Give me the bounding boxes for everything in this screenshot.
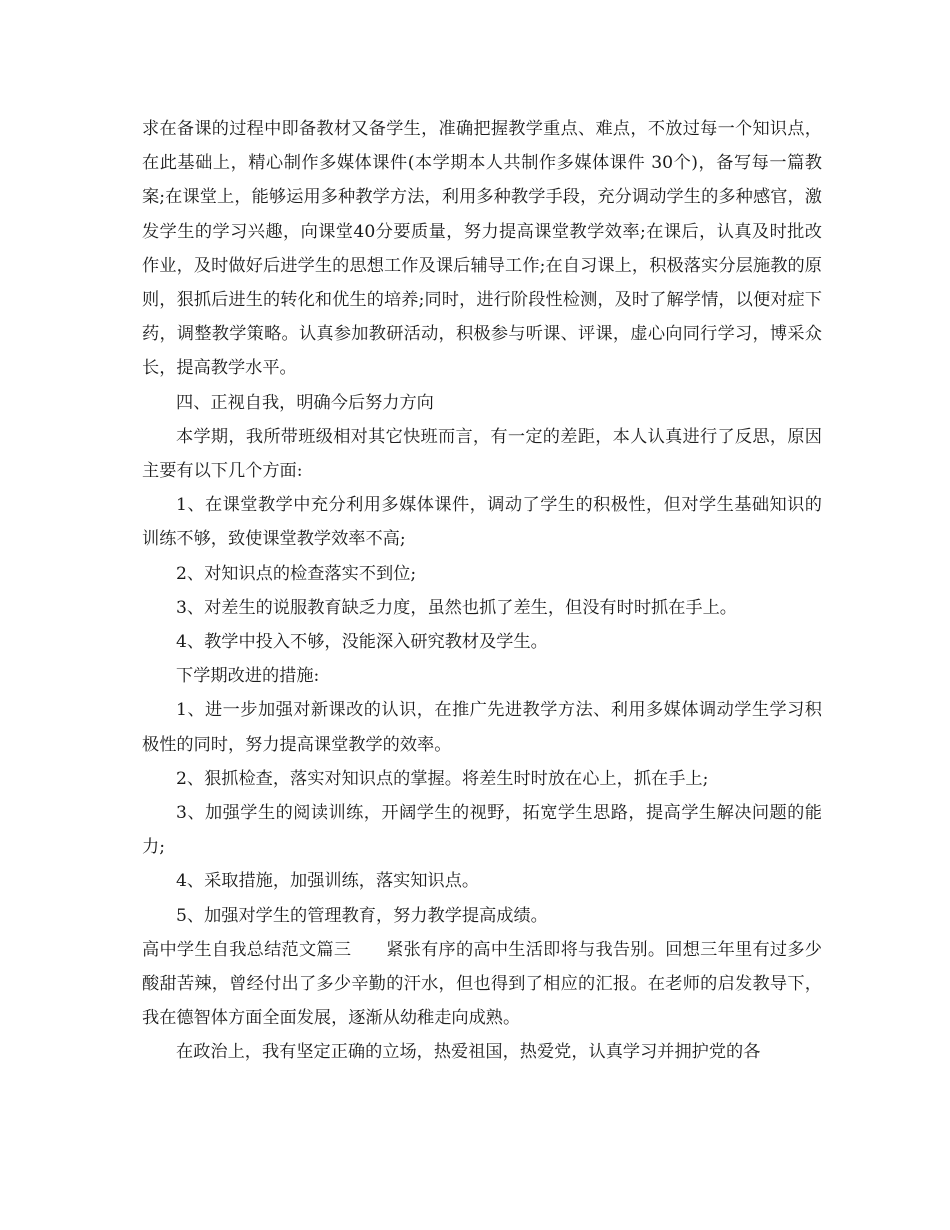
list-item-measure-4: 4、采取措施，加强训练，落实知识点。 (176, 871, 480, 892)
list-item-measure-3: 3、加强学生的阅读训练，开阔学生的视野，拓宽学生思路，提高学生解决问题的能力; (142, 803, 822, 858)
subheading-improvement-measures: 下学期改进的措施: (176, 666, 320, 687)
list-item-measure-5: 5、加强对学生的管理教育，努力教学提高成绩。 (176, 905, 548, 926)
list-item-measure-1: 1、进一步加强对新课改的认识，在推广先进教学方法、利用多媒体调动学生学习积极性的同时，努力提高课堂教学的效率。 (142, 700, 822, 755)
list-item-measure-2: 2、狠抓检查，落实对知识点的掌握。将差生时时放在心上，抓在手上; (176, 768, 709, 789)
paragraph-essay-three-intro: 高中学生自我总结范文篇三 紧张有序的高中生活即将与我告别。回想三年里有过多少酸甜苦辣，曾经付出了多少辛勤的汗水，但也得到了相应的汇报。在老师的启发教导下，我在德智体方面全面发展，逐渐从幼稚走向成熟。 (142, 939, 822, 1029)
list-item-reason-3: 3、对差生的说服教育缺乏力度，虽然也抓了差生，但没有时时抓在手上。 (176, 597, 737, 618)
list-item-reason-4: 4、教学中投入不够，没能深入研究教材及学生。 (176, 632, 548, 653)
paragraph-political-stance: 在政治上，我有坚定正确的立场，热爱祖国，热爱党，认真学习并拥护党的各 (176, 1042, 761, 1063)
document-body (142, 112, 822, 1070)
list-item-reason-2: 2、对知识点的检查落实不到位; (176, 563, 417, 584)
list-item-reason-1: 1、在课堂教学中充分利用多媒体课件，调动了学生的积极性，但对学生基础知识的训练不够，致使课堂教学效率不高; (142, 495, 822, 550)
paragraph-lesson-preparation: 求在备课的过程中即备教材又备学生，准确把握教学重点、难点，不放过每一个知识点，在此基础上，精心制作多媒体课件(本学期本人共制作多媒体课件 30个)，备写每一篇教案;在课堂上，能够运用多种教学方法，利用多种教学手段，充分调动学生的多种感官，激发学生的学习兴趣，向课堂40分要质量，努力提高课堂教学效率;在课后，认真及时批改作业，及时做好后进学生的思想工作及课后辅导工作;在自习课上，积极落实分层施教的原则，狠抓后进生的转化和优生的培养;同时，进行阶段性检测，及时了解学情，以便对症下药，调整教学策略。认真参加教研活动，积极参与听课、评课，虚心向同行学习，博采众长，提高教学水平。 (142, 119, 822, 379)
section-heading-self-reflection: 四、正视自我，明确今后努力方向 (176, 392, 434, 413)
paragraph-class-gap: 本学期，我所带班级相对其它快班而言，有一定的差距，本人认真进行了反思，原因主要有以下几个方面: (142, 426, 822, 482)
